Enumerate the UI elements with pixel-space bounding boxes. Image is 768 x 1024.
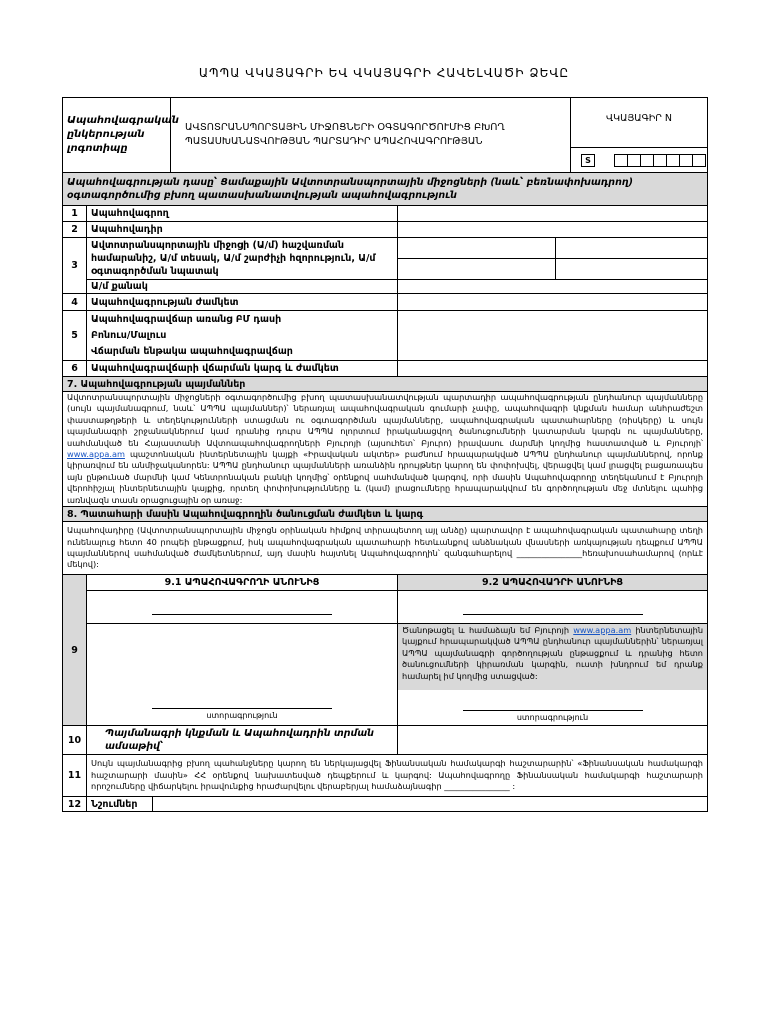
row-number: 3	[63, 238, 87, 294]
row-number: 11	[63, 755, 87, 797]
digit-box[interactable]	[640, 154, 654, 167]
digit-box[interactable]	[614, 154, 628, 167]
row-number: 6	[63, 361, 87, 377]
number-boxes[interactable]	[615, 154, 706, 167]
conditions-text-part2: պաշտոնական ինտերնետային կայքի «Իրավական ակտեր» բաժնում հրապարակված ԱՊՊԱ ընդհանուր պայմաններով, որոնք կիրառվում են անմիջականորեն: ԱՊՊԱ ընդհանուր պայմանների առանձին դրույթներ կարող են փոփոխվել, վերացվել կամ լրացվել բացառապես այն ընթունած մարմնի կամ Կենտրոնական բանկի կողմից՝ օրենքով սահմանված կարգով, որի մասին Ապահովագրողը տեղեկանում է Բյուրոյի վերոհիշյալ ինտերնետային կայքից, որտեղ փոփոխությունները և (կամ) լրացումները հրապարակվում են գործողության մեջ մտնելու պահից առնվազն տասն օրացուցային օր առաջ:	[67, 449, 704, 505]
acknowledgement-part1: Ծանոթացել և համաձայն եմ Բյուրոյի	[402, 625, 570, 636]
insurer-name-field[interactable]	[87, 591, 398, 624]
policyholder-signature-caption: ստորագրություն	[516, 713, 589, 723]
digit-box[interactable]	[653, 154, 667, 167]
premium-base-label: Ապահովագրավճար առանց ԲՄ դասի	[91, 313, 282, 325]
contract-date-field[interactable]	[398, 726, 708, 755]
digit-box[interactable]	[679, 154, 693, 167]
acknowledgement-part2: ինտերնետային կայքում հրապարակված ԱՊՊԱ ընդհանուր պայմաններին՝ ներառյալ ԱՊՊԱ պայմանագրի գործողության ընթացքում և դրանից հետո ծանուցումների կիրառման կարգին, ուստի խնդրում եմ դրանք համարել իմ կողմից ստացված:	[402, 625, 704, 681]
payment-terms-field[interactable]	[398, 361, 708, 377]
digit-box[interactable]	[627, 154, 641, 167]
footer-table	[62, 754, 708, 812]
certificate-number-field[interactable]	[571, 147, 707, 172]
signature-table	[62, 574, 708, 755]
notification-text: Ապահովադիրը (Ավտոտրանսպորտային միջոցն օրինական հիմքով տիրապետող այլ անձը) պարտավոր է ապահովագրական պատահարը տեղի ունենալուց հետո 40 րոպեի ընթացքում, իսկ ապահովագրական պատահարի հետևանքով անձնական վնասների առկայության դեպքում ԱՊՊԱ պայմաններով սահմանված ժամկետներում, այդ մասին հայտնել Ապահովագրողին՝ զանգահարելով ________________հեռախոսահամարով (որևէ մեկով):	[63, 522, 708, 575]
bonus-malus-label: Բոնուս/Մալուս	[91, 329, 167, 341]
row-number: 10	[63, 726, 87, 755]
insurance-period-label: Ապահովագրության ժամկետ	[87, 294, 398, 311]
vehicle-field-b[interactable]	[556, 238, 708, 259]
policyholder-signature-cell	[398, 624, 708, 726]
insurer-signature-field[interactable]	[87, 624, 398, 726]
policyholder-signature-heading: 9.2 ԱՊԱՀՈՎԱԴՐԻ ԱՆՈՒՆԻՑ	[398, 575, 708, 591]
insurance-period-field[interactable]	[398, 294, 708, 311]
policyholder-field[interactable]	[398, 222, 708, 238]
insurer-field[interactable]	[398, 206, 708, 222]
header-table	[62, 97, 708, 173]
policyholder-name-field[interactable]	[398, 591, 708, 624]
notification-heading: 8. Պատահարի մասին Ապահովագրողին ծանուցման ժամկետ և կարգ	[63, 507, 708, 522]
notes-field[interactable]	[153, 797, 708, 812]
insurer-label: Ապահովագրող	[87, 206, 398, 222]
vehicle-field-c[interactable]	[398, 259, 556, 280]
company-logo-placeholder: Ապահովագրական ընկերության լոգոտիպը	[63, 98, 171, 173]
document-title: ԱՎՏՈՏՐԱՆՍՊՈՐՏԱՅԻՆ ՄԻՋՈՑՆԵՐԻ ՕԳՏԱԳՈՐԾՈՒՄԻՑ ԲԽՈՂ ՊԱՏԱՍԽԱՆԱՏՎՈՒԹՅԱՆ ՊԱՐՏԱԴԻՐ ԱՊԱՀՈՎԱԳՐՈՒԹՅԱՆ	[171, 98, 571, 173]
vehicle-field-d[interactable]	[556, 259, 708, 280]
conditions-heading: 7. Ապահովագրության պայմաններ	[63, 377, 708, 392]
insurance-class: Ապահովագրության դասը՝ Ցամաքային Ավտոտրանսպորտային միջոցների (նաև՝ բեռնափոխադրող) օգտագործումից բխող պատասխանատվության ապահովագրություն	[63, 173, 708, 206]
premium-labels	[87, 311, 398, 361]
vehicle-count-label: Ա/մ քանակ	[87, 280, 398, 294]
appa-link-2[interactable]: www.appa.am	[573, 625, 632, 636]
policyholder-label: Ապահովադիր	[87, 222, 398, 238]
conditions-text-part1: Ավտոտրանսպորտային միջոցների օգտագործումից բխող պատասխանատվության պարտադիր ապահովագրության ընդհանուր պայմանները (սույն պայմանագրում, նաև՝ ԱՊՊԱ պայմաններ)՝ ներառյալ ապահովագրական գումարի չափը, ապահովագրի կնքման համար անհրաժեշտ փաստաթղթերի և տեղեկությունների ստացման ու օգտագործման պայմանները, ապահովագրական պատահարները (ռիսկերը) և սույն պայմանագրի շրջանակներում կամ դրանից դուրս ԱՊՊԱ ոլորտում իրականացվող ծանուցումների կատարման կարգն ու պայմանները, սահմանված են Հայաստանի Ավտոապահովագրողների Բյուրոյի (այսուհետ՝ Բյուրո) իրավասու մարմնի կողմից հաստատված և Բյուրոյի՝	[67, 392, 704, 448]
series-box: S	[581, 154, 595, 167]
policyholder-acknowledgement	[398, 624, 707, 690]
vehicle-field-a[interactable]	[398, 238, 556, 259]
insurer-signature-heading: 9.1 ԱՊԱՀՈՎԱԳՐՈՂԻ ԱՆՈՒՆԻՑ	[87, 575, 398, 591]
vehicle-info-label: Ավտոտրանսպորտային միջոցի (Ա/մ) հաշվառման համարանիշ, Ա/մ տեսակ, Ա/մ շարժիչի հզորություն, Ա/մ օգտագործման նպատակ	[87, 238, 398, 280]
digit-box[interactable]	[666, 154, 680, 167]
certificate-form	[62, 97, 707, 812]
contract-date-label: Պայմանագրի կնքման և Ապահովադրին տրման ամսաթիվ՝	[87, 726, 398, 755]
notes-label: Նշումներ	[87, 797, 153, 812]
row-number: 2	[63, 222, 87, 238]
certificate-number-cell	[571, 98, 708, 173]
certificate-number-label: ՎԿԱՅԱԳԻՐ N	[605, 113, 673, 124]
row-number: 12	[63, 797, 87, 812]
appa-link[interactable]: www.appa.am	[67, 449, 125, 460]
digit-box[interactable]	[692, 154, 706, 167]
vehicle-count-field[interactable]	[398, 280, 708, 294]
row-number: 9	[63, 575, 87, 726]
row-number: 5	[63, 311, 87, 361]
premium-field[interactable]	[398, 311, 708, 361]
conditions-text	[63, 392, 708, 507]
policyholder-signature-field[interactable]	[398, 690, 707, 710]
payment-terms-label: Ապահովագրավճարի վճարման կարգ և ժամկետ	[87, 361, 398, 377]
row-number: 4	[63, 294, 87, 311]
ombudsman-text: Սույն պայմանագրից բխող պահանջները կարող են ներկայացվել Ֆինանսական համակարգի հաշտարարին՝ «Ֆինանսական համակարգի հաշտարարի մասին» ՀՀ օրենքով նախատեսված դեպքերում և կարգով: Ապահովագրողը Ֆինանսական համակարգի հաշտարարի որոշումները վիճարկելու իրավունքից հրաժարվելու վերաբերյալ համաձայնագիր ________________ :	[87, 755, 708, 797]
main-table	[62, 172, 708, 575]
form-title: ԱՊՊԱ ՎԿԱՅԱԳՐԻ ԵՎ ՎԿԱՅԱԳՐԻ ՀԱՎԵԼՎԱԾԻ ՁԵՎԸ	[198, 66, 570, 80]
insurer-signature-caption: ստորագրություն	[206, 711, 278, 721]
premium-payable-label: Վճարման ենթակա ապահովագրավճար	[91, 345, 293, 357]
row-number: 1	[63, 206, 87, 222]
